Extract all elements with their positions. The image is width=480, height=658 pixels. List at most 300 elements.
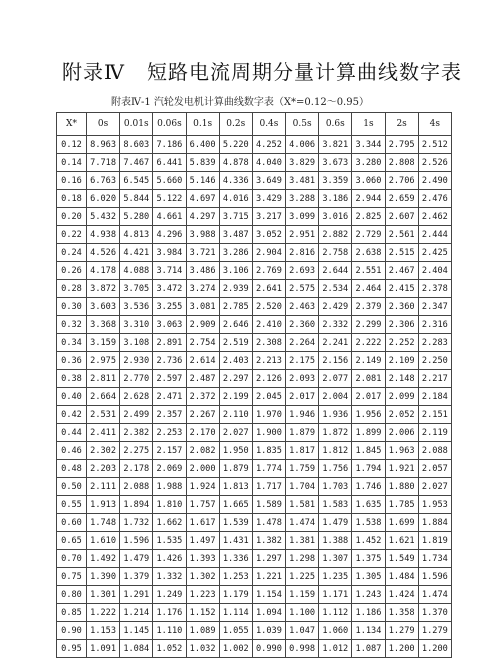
table-cell: 2.382 — [120, 424, 153, 442]
table-row — [57, 478, 452, 496]
table-cell: 3.829 — [286, 154, 319, 172]
table-cell: 2.004 — [319, 388, 352, 406]
table-cell: 2.706 — [385, 172, 418, 190]
table-row — [57, 208, 452, 226]
table-cell: 1.298 — [286, 550, 319, 568]
table-cell: 5.220 — [219, 136, 252, 154]
table-cell: 1.913 — [87, 496, 120, 514]
table-cell: 2.891 — [153, 334, 186, 352]
table-cell: 1.235 — [319, 568, 352, 586]
table-row — [57, 280, 452, 298]
table-cell: 3.714 — [153, 262, 186, 280]
table-cell: 2.526 — [418, 154, 451, 172]
table-cell: 1.110 — [153, 622, 186, 640]
table-cell: 1.200 — [385, 640, 418, 658]
table-cell: 1.756 — [319, 460, 352, 478]
table-cell: 2.017 — [286, 388, 319, 406]
table-cell: 2.213 — [252, 352, 285, 370]
header-time: 0.4s — [252, 113, 285, 136]
table-cell: 1.221 — [252, 568, 285, 586]
table-cell: 3.872 — [87, 280, 120, 298]
table-cell: 1.748 — [87, 514, 120, 532]
table-cell: 1.819 — [418, 532, 451, 550]
row-reactance-cell: 0.95 — [57, 640, 87, 658]
header-time: 0.6s — [319, 113, 352, 136]
table-cell: 4.878 — [219, 154, 252, 172]
table-cell: 1.426 — [153, 550, 186, 568]
table-cell: 2.027 — [219, 424, 252, 442]
table-cell: 2.512 — [418, 136, 451, 154]
table-cell: 2.951 — [286, 226, 319, 244]
table-cell: 2.378 — [418, 280, 451, 298]
table-cell: 3.344 — [352, 136, 385, 154]
table-cell: 1.988 — [153, 478, 186, 496]
row-reactance-cell: 0.20 — [57, 208, 87, 226]
table-cell: 2.267 — [186, 406, 219, 424]
table-cell: 6.441 — [153, 154, 186, 172]
table-cell: 1.900 — [252, 424, 285, 442]
table-cell: 1.732 — [120, 514, 153, 532]
table-cell: 2.410 — [252, 316, 285, 334]
table-row — [57, 406, 452, 424]
table-cell: 1.703 — [319, 478, 352, 496]
table-cell: 2.178 — [120, 460, 153, 478]
table-cell: 2.297 — [219, 370, 252, 388]
table-cell: 2.641 — [252, 280, 285, 298]
table-cell: 1.279 — [385, 622, 418, 640]
table-cell: 2.811 — [87, 370, 120, 388]
header-time: 0.2s — [219, 113, 252, 136]
row-reactance-cell: 0.36 — [57, 352, 87, 370]
row-reactance-cell: 0.38 — [57, 370, 87, 388]
row-reactance-cell: 0.50 — [57, 478, 87, 496]
table-cell: 1.249 — [153, 586, 186, 604]
table-cell: 2.644 — [319, 262, 352, 280]
header-reactance: X* — [57, 113, 87, 136]
table-cell: 1.699 — [385, 514, 418, 532]
table-cell: 1.583 — [319, 496, 352, 514]
table-cell: 2.253 — [153, 424, 186, 442]
table-cell: 2.646 — [219, 316, 252, 334]
table-cell: 3.603 — [87, 298, 120, 316]
table-cell: 1.589 — [252, 496, 285, 514]
table-cell: 2.499 — [120, 406, 153, 424]
table-row — [57, 514, 452, 532]
table-cell: 1.171 — [319, 586, 352, 604]
row-reactance-cell: 0.75 — [57, 568, 87, 586]
table-cell: 2.415 — [385, 280, 418, 298]
table-cell: 5.660 — [153, 172, 186, 190]
table-cell: 3.429 — [252, 190, 285, 208]
table-cell: 1.012 — [319, 640, 352, 658]
table-cell: 1.970 — [252, 406, 285, 424]
table-row — [57, 550, 452, 568]
table-row — [57, 442, 452, 460]
table-cell: 2.109 — [385, 352, 418, 370]
table-cell: 2.151 — [418, 406, 451, 424]
table-cell: 1.382 — [252, 532, 285, 550]
table-cell: 3.715 — [219, 208, 252, 226]
table-cell: 2.088 — [418, 442, 451, 460]
table-cell: 1.880 — [385, 478, 418, 496]
table-cell: 2.149 — [352, 352, 385, 370]
table-cell: 5.146 — [186, 172, 219, 190]
table-cell: 2.306 — [385, 316, 418, 334]
table-cell: 1.094 — [252, 604, 285, 622]
table-cell: 2.770 — [120, 370, 153, 388]
table-cell: 2.808 — [385, 154, 418, 172]
table-cell: 2.045 — [252, 388, 285, 406]
table-cell: 1.535 — [153, 532, 186, 550]
table-cell: 3.016 — [319, 208, 352, 226]
table-cell: 4.006 — [286, 136, 319, 154]
table-row — [57, 370, 452, 388]
table-cell: 3.988 — [186, 226, 219, 244]
table-cell: 2.404 — [418, 262, 451, 280]
table-cell: 2.975 — [87, 352, 120, 370]
table-cell: 1.032 — [186, 640, 219, 658]
table-cell: 1.253 — [219, 568, 252, 586]
table-cell: 1.424 — [385, 586, 418, 604]
table-cell: 2.411 — [87, 424, 120, 442]
row-reactance-cell: 0.24 — [57, 244, 87, 262]
table-cell: 1.159 — [286, 586, 319, 604]
table-cell: 3.286 — [219, 244, 252, 262]
table-row — [57, 190, 452, 208]
table-row — [57, 586, 452, 604]
table-cell: 4.178 — [87, 262, 120, 280]
header-time: 2s — [385, 113, 418, 136]
table-cell: 1.757 — [186, 496, 219, 514]
row-reactance-cell: 0.18 — [57, 190, 87, 208]
table-row — [57, 154, 452, 172]
table-cell: 1.301 — [87, 586, 120, 604]
table-row — [57, 568, 452, 586]
table-cell: 1.279 — [418, 622, 451, 640]
appendix-number: 附录Ⅳ — [62, 60, 125, 84]
table-cell: 1.297 — [252, 550, 285, 568]
table-cell: 1.154 — [252, 586, 285, 604]
table-row — [57, 244, 452, 262]
table-cell: 1.845 — [352, 442, 385, 460]
table-cell: 2.148 — [385, 370, 418, 388]
table-cell: 2.575 — [286, 280, 319, 298]
calculation-curve-table — [56, 112, 452, 658]
table-row — [57, 424, 452, 442]
table-cell: 3.288 — [286, 190, 319, 208]
table-cell: 1.214 — [120, 604, 153, 622]
row-reactance-cell: 0.42 — [57, 406, 87, 424]
table-cell: 1.176 — [153, 604, 186, 622]
table-row — [57, 640, 452, 658]
table-cell: 2.082 — [186, 442, 219, 460]
table-cell: 1.153 — [87, 622, 120, 640]
table-cell: 3.481 — [286, 172, 319, 190]
table-cell: 2.754 — [186, 334, 219, 352]
table-cell: 1.039 — [252, 622, 285, 640]
table-cell: 1.375 — [352, 550, 385, 568]
table-row — [57, 460, 452, 478]
table-cell: 2.816 — [286, 244, 319, 262]
table-cell: 3.649 — [252, 172, 285, 190]
table-cell: 1.452 — [352, 532, 385, 550]
table-cell: 2.534 — [319, 280, 352, 298]
table-cell: 2.519 — [219, 334, 252, 352]
table-cell: 2.628 — [120, 388, 153, 406]
table-row — [57, 532, 452, 550]
table-cell: 1.813 — [219, 478, 252, 496]
table-cell: 3.721 — [186, 244, 219, 262]
table-row — [57, 298, 452, 316]
table-cell: 4.040 — [252, 154, 285, 172]
row-reactance-cell: 0.80 — [57, 586, 87, 604]
table-cell: 2.476 — [418, 190, 451, 208]
table-row — [57, 172, 452, 190]
table-cell: 2.088 — [120, 478, 153, 496]
table-cell: 2.126 — [252, 370, 285, 388]
table-cell: 1.549 — [385, 550, 418, 568]
table-cell: 1.390 — [87, 568, 120, 586]
table-caption: 附表Ⅳ-1 汽轮发电机计算曲线数字表（X*=0.12～0.95） — [111, 97, 369, 108]
table-cell: 1.812 — [319, 442, 352, 460]
table-cell: 2.659 — [385, 190, 418, 208]
row-reactance-cell: 0.46 — [57, 442, 87, 460]
table-cell: 2.316 — [418, 316, 451, 334]
table-cell: 1.379 — [120, 568, 153, 586]
table-cell: 2.561 — [385, 226, 418, 244]
table-cell: 2.332 — [319, 316, 352, 334]
table-cell: 2.944 — [352, 190, 385, 208]
table-row — [57, 496, 452, 514]
table-cell: 2.614 — [186, 352, 219, 370]
table-cell: 1.431 — [219, 532, 252, 550]
table-cell: 1.879 — [286, 424, 319, 442]
table-cell: 6.400 — [186, 136, 219, 154]
table-cell: 1.921 — [385, 460, 418, 478]
table-cell: 2.664 — [87, 388, 120, 406]
table-cell: 2.170 — [186, 424, 219, 442]
table-cell: 6.763 — [87, 172, 120, 190]
table-cell: 2.000 — [186, 460, 219, 478]
table-row — [57, 262, 452, 280]
table-cell: 5.839 — [186, 154, 219, 172]
table-cell: 3.705 — [120, 280, 153, 298]
table-cell: 1.872 — [319, 424, 352, 442]
table-cell: 1.358 — [385, 604, 418, 622]
table-cell: 4.297 — [186, 208, 219, 226]
table-cell: 2.515 — [385, 244, 418, 262]
table-cell: 1.114 — [219, 604, 252, 622]
table-cell: 6.545 — [120, 172, 153, 190]
table-cell: 1.479 — [120, 550, 153, 568]
appendix-title — [62, 56, 462, 85]
table-cell: 6.020 — [87, 190, 120, 208]
table-cell: 1.936 — [319, 406, 352, 424]
table-cell: 2.758 — [319, 244, 352, 262]
table-cell: 3.536 — [120, 298, 153, 316]
table-cell: 1.539 — [219, 514, 252, 532]
table-cell: 1.388 — [319, 532, 352, 550]
table-cell: 1.302 — [186, 568, 219, 586]
table-cell: 3.099 — [286, 208, 319, 226]
table-cell: 1.055 — [219, 622, 252, 640]
table-row — [57, 604, 452, 622]
header-time: 0.1s — [186, 113, 219, 136]
table-cell: 5.280 — [120, 208, 153, 226]
table-cell: 2.360 — [385, 298, 418, 316]
table-cell: 3.081 — [186, 298, 219, 316]
table-cell: 2.372 — [186, 388, 219, 406]
table-cell: 2.175 — [286, 352, 319, 370]
table-cell: 1.662 — [153, 514, 186, 532]
table-cell: 8.603 — [120, 136, 153, 154]
table-cell: 2.217 — [418, 370, 451, 388]
table-cell: 1.222 — [87, 604, 120, 622]
table-cell: 2.299 — [352, 316, 385, 334]
table-cell: 1.060 — [319, 622, 352, 640]
table-cell: 2.462 — [418, 208, 451, 226]
table-cell: 2.283 — [418, 334, 451, 352]
table-row — [57, 622, 452, 640]
table-cell: 2.939 — [219, 280, 252, 298]
table-cell: 2.785 — [219, 298, 252, 316]
row-reactance-cell: 0.40 — [57, 388, 87, 406]
table-cell: 1.746 — [352, 478, 385, 496]
row-reactance-cell: 0.12 — [57, 136, 87, 154]
table-cell: 2.490 — [418, 172, 451, 190]
table-cell: 3.472 — [153, 280, 186, 298]
table-cell: 2.308 — [252, 334, 285, 352]
table-cell: 2.693 — [286, 262, 319, 280]
table-cell: 2.769 — [252, 262, 285, 280]
table-cell: 4.526 — [87, 244, 120, 262]
table-cell: 0.998 — [286, 640, 319, 658]
table-cell: 1.225 — [286, 568, 319, 586]
table-cell: 8.963 — [87, 136, 120, 154]
table-cell: 2.597 — [153, 370, 186, 388]
table-cell: 1.112 — [319, 604, 352, 622]
table-cell: 2.081 — [352, 370, 385, 388]
table-cell: 2.360 — [286, 316, 319, 334]
table-cell: 2.429 — [319, 298, 352, 316]
row-reactance-cell: 0.65 — [57, 532, 87, 550]
table-cell: 2.444 — [418, 226, 451, 244]
table-cell: 2.222 — [352, 334, 385, 352]
table-cell: 3.274 — [186, 280, 219, 298]
table-cell: 4.697 — [186, 190, 219, 208]
appendix-title-text: 短路电流周期分量计算曲线数字表 — [146, 60, 462, 84]
table-cell: 2.119 — [418, 424, 451, 442]
table-cell: 1.635 — [352, 496, 385, 514]
row-reactance-cell: 0.30 — [57, 298, 87, 316]
table-cell: 1.946 — [286, 406, 319, 424]
table-cell: 5.844 — [120, 190, 153, 208]
table-cell: 2.110 — [219, 406, 252, 424]
table-row — [57, 316, 452, 334]
row-reactance-cell: 0.34 — [57, 334, 87, 352]
table-cell: 2.027 — [418, 478, 451, 496]
table-cell: 1.223 — [186, 586, 219, 604]
table-cell: 2.157 — [153, 442, 186, 460]
table-cell: 1.145 — [120, 622, 153, 640]
row-reactance-cell: 0.70 — [57, 550, 87, 568]
table-cell: 7.186 — [153, 136, 186, 154]
table-cell: 1.179 — [219, 586, 252, 604]
table-cell: 2.006 — [385, 424, 418, 442]
table-cell: 2.250 — [418, 352, 451, 370]
table-cell: 4.252 — [252, 136, 285, 154]
table-cell: 1.002 — [219, 640, 252, 658]
table-body — [57, 136, 452, 658]
table-cell: 2.403 — [219, 352, 252, 370]
table-cell: 1.393 — [186, 550, 219, 568]
header-time: 1s — [352, 113, 385, 136]
row-reactance-cell: 0.28 — [57, 280, 87, 298]
table-cell: 1.047 — [286, 622, 319, 640]
row-reactance-cell: 0.22 — [57, 226, 87, 244]
table-cell: 1.596 — [418, 568, 451, 586]
table-cell: 4.088 — [120, 262, 153, 280]
table-row — [57, 136, 452, 154]
table-cell: 1.810 — [153, 496, 186, 514]
row-reactance-cell: 0.55 — [57, 496, 87, 514]
table-cell: 1.152 — [186, 604, 219, 622]
table-cell: 3.821 — [319, 136, 352, 154]
table-cell: 2.909 — [186, 316, 219, 334]
table-cell: 2.467 — [385, 262, 418, 280]
row-reactance-cell: 0.14 — [57, 154, 87, 172]
table-cell: 2.052 — [385, 406, 418, 424]
table-cell: 1.617 — [186, 514, 219, 532]
table-cell: 2.464 — [352, 280, 385, 298]
table-cell: 7.718 — [87, 154, 120, 172]
table-cell: 3.359 — [319, 172, 352, 190]
table-cell: 2.252 — [385, 334, 418, 352]
table-cell: 1.087 — [352, 640, 385, 658]
table-cell: 3.310 — [120, 316, 153, 334]
row-reactance-cell: 0.60 — [57, 514, 87, 532]
table-cell: 1.894 — [120, 496, 153, 514]
header-time: 4s — [418, 113, 451, 136]
table-cell: 2.093 — [286, 370, 319, 388]
table-cell: 1.963 — [385, 442, 418, 460]
table-cell: 3.060 — [352, 172, 385, 190]
table-cell: 2.099 — [385, 388, 418, 406]
table-cell: 1.478 — [252, 514, 285, 532]
table-cell: 1.899 — [352, 424, 385, 442]
table-cell: 2.184 — [418, 388, 451, 406]
row-reactance-cell: 0.44 — [57, 424, 87, 442]
table-cell: 1.734 — [418, 550, 451, 568]
table-cell: 1.497 — [186, 532, 219, 550]
table-cell: 1.794 — [352, 460, 385, 478]
table-cell: 2.425 — [418, 244, 451, 262]
table-cell: 3.106 — [219, 262, 252, 280]
table-cell: 1.100 — [286, 604, 319, 622]
table-cell: 7.467 — [120, 154, 153, 172]
table-cell: 1.492 — [87, 550, 120, 568]
table-cell: 2.241 — [319, 334, 352, 352]
table-cell: 1.134 — [352, 622, 385, 640]
table-cell: 2.471 — [153, 388, 186, 406]
table-cell: 2.551 — [352, 262, 385, 280]
table-cell: 2.531 — [87, 406, 120, 424]
table-cell: 2.017 — [352, 388, 385, 406]
table-cell: 2.357 — [153, 406, 186, 424]
table-cell: 1.879 — [219, 460, 252, 478]
table-cell: 2.057 — [418, 460, 451, 478]
table-cell: 2.347 — [418, 298, 451, 316]
